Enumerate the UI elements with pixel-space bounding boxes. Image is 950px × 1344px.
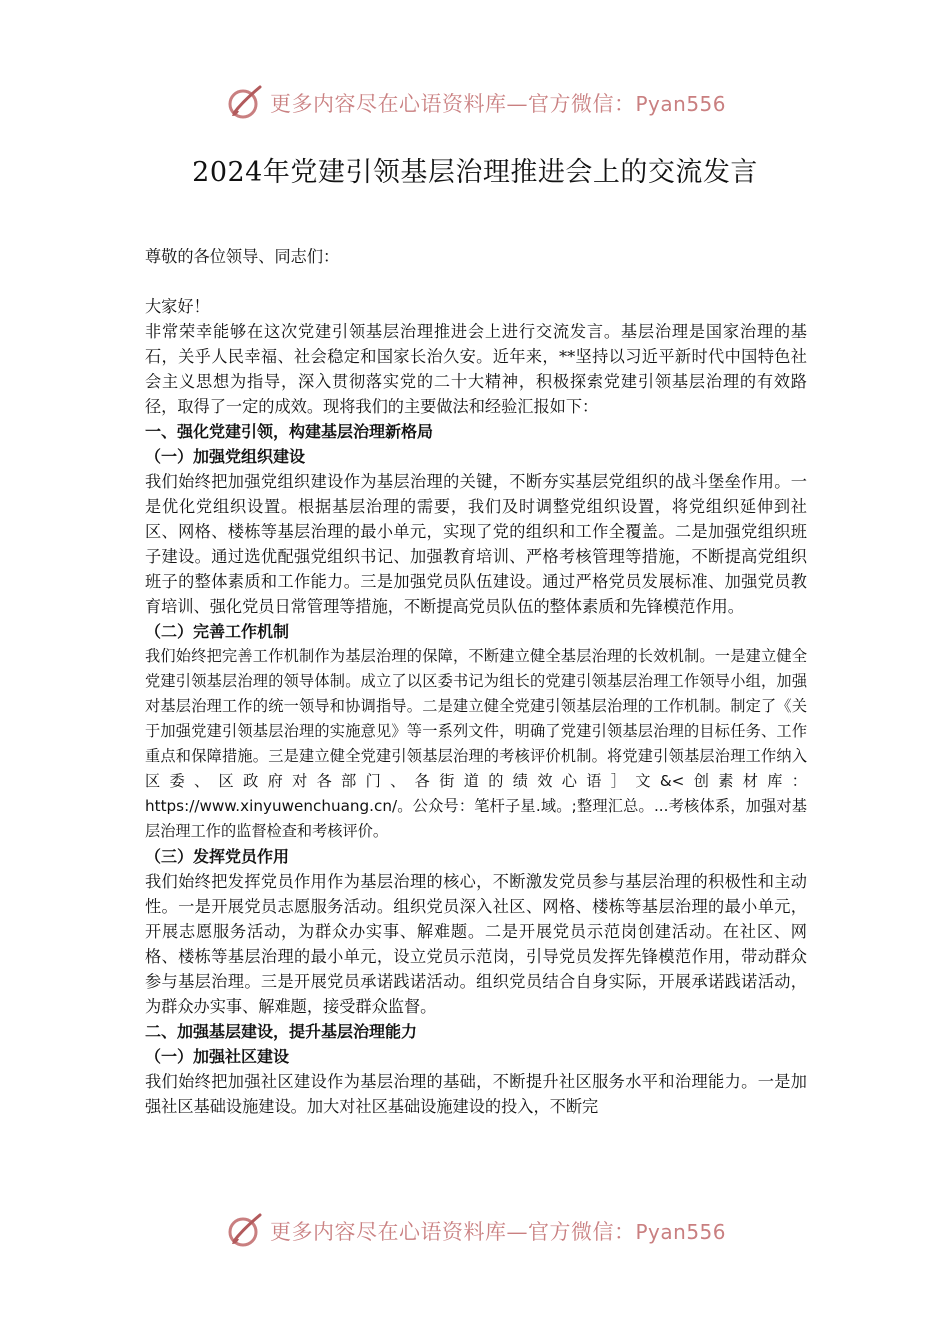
header-banner [0, 78, 950, 128]
salutation: 尊敬的各位领导、同志们： [145, 247, 340, 266]
brush-logo-icon [224, 83, 264, 123]
banner-label: 更多内容尽在心语资料库—官方微信： [269, 92, 636, 116]
banner-wechat-id: Pyan556 [635, 92, 726, 116]
banner-text [270, 88, 726, 118]
intro-paragraph: 非常荣幸能够在这次党建引领基层治理推进会上进行交流发言。基层治理是国家治理的基石，关乎人民幸福、社会稳定和国家长治久安。近年来，**坚持以习近平新时代中国特色社会主义思想为指导，深入贯彻落实党的二十大精神，积极探索党建引领基层治理的有效路径，取得了一定的成效。现将我们的主要做法和经验汇报如下： [145, 322, 807, 416]
banner-wechat-id: Pyan556 [635, 1220, 726, 1244]
document-body [145, 244, 807, 269]
section-2-sub-1-paragraph: 我们始终把加强社区建设作为基层治理的基础，不断提升社区服务水平和治理能力。一是加强社区基础设施建设。加大对社区基础设施建设的投入，不断完 [145, 1072, 807, 1116]
footer-banner [0, 1206, 950, 1256]
document-title: 2024年党建引领基层治理推进会上的交流发言 [192, 157, 758, 188]
section-1-sub-1-heading: （一）加强党组织建设 [145, 447, 306, 466]
section-1-sub-1-paragraph: 我们始终把加强党组织建设作为基层治理的关键，不断夯实基层党组织的战斗堡垒作用。一是优化党组织设置。根据基层治理的需要，我们及时调整党组织设置，将党组织延伸到社区、网格、楼栋等基层治理的最小单元，实现了党的组织和工作全覆盖。二是加强党组织班子建设。通过选优配强党组织书记、加强教育培训、严格考核管理等措施，不断提高党组织班子的整体素质和工作能力。三是加强党员队伍建设。通过严格党员发展标准、加强党员教育培训、强化党员日常管理等措施，不断提高党员队伍的整体素质和先锋模范作用。 [145, 472, 807, 616]
section-2-sub-1-heading: （一）加强社区建设 [145, 1047, 290, 1066]
document-body-main [145, 294, 807, 1119]
section-1-sub-2-heading: （二）完善工作机制 [145, 622, 290, 641]
section-2-heading: 二、加强基层建设，提升基层治理能力 [145, 1022, 418, 1041]
banner-text [270, 1216, 726, 1246]
brush-logo-icon [224, 1211, 264, 1251]
banner-label: 更多内容尽在心语资料库—官方微信： [269, 1220, 636, 1244]
greeting: 大家好！ [145, 297, 210, 316]
section-1-heading: 一、强化党建引领，构建基层治理新格局 [145, 422, 434, 441]
section-1-sub-3-paragraph: 我们始终把发挥党员作用作为基层治理的核心，不断激发党员参与基层治理的积极性和主动性。一是开展党员志愿服务活动。组织党员深入社区、网格、楼栋等基层治理的最小单元，开展志愿服务活动，为群众办实事、解难题。二是开展党员示范岗创建活动。在社区、网格、楼栋等基层治理的最小单元，设立党员示范岗，引导党员发挥先锋模范作用，带动群众参与基层治理。三是开展党员承诺践诺活动。组织党员结合自身实际，开展承诺践诺活动，为群众办实事、解难题，接受群众监督。 [145, 872, 807, 1016]
section-1-sub-3-heading: （三）发挥党员作用 [145, 847, 290, 866]
section-1-sub-2-paragraph: 我们始终把完善工作机制作为基层治理的保障，不断建立健全基层治理的长效机制。一是建立健全党建引领基层治理的领导体制。成立了以区委书记为组长的党建引领基层治理工作领导小组，加强对基层治理工作的统一领导和协调指导。二是建立健全党建引领基层治理的工作机制。制定了《关于加强党建引领基层治理的实施意见》等一系列文件，明确了党建引领基层治理的目标任务、工作重点和保障措施。三是建立健全党建引领基层治理的考核评价机制。将党建引领基层治理工作纳入区委、区政府对各部门、各街道的绩效心语］文&<创素材库：https://www.xinyuwenchuang.cn/。公众号：笔杆子星.域。;整理汇总。...考核体系，加强对基层治理工作的监督检查和考核评价。 [145, 647, 807, 840]
